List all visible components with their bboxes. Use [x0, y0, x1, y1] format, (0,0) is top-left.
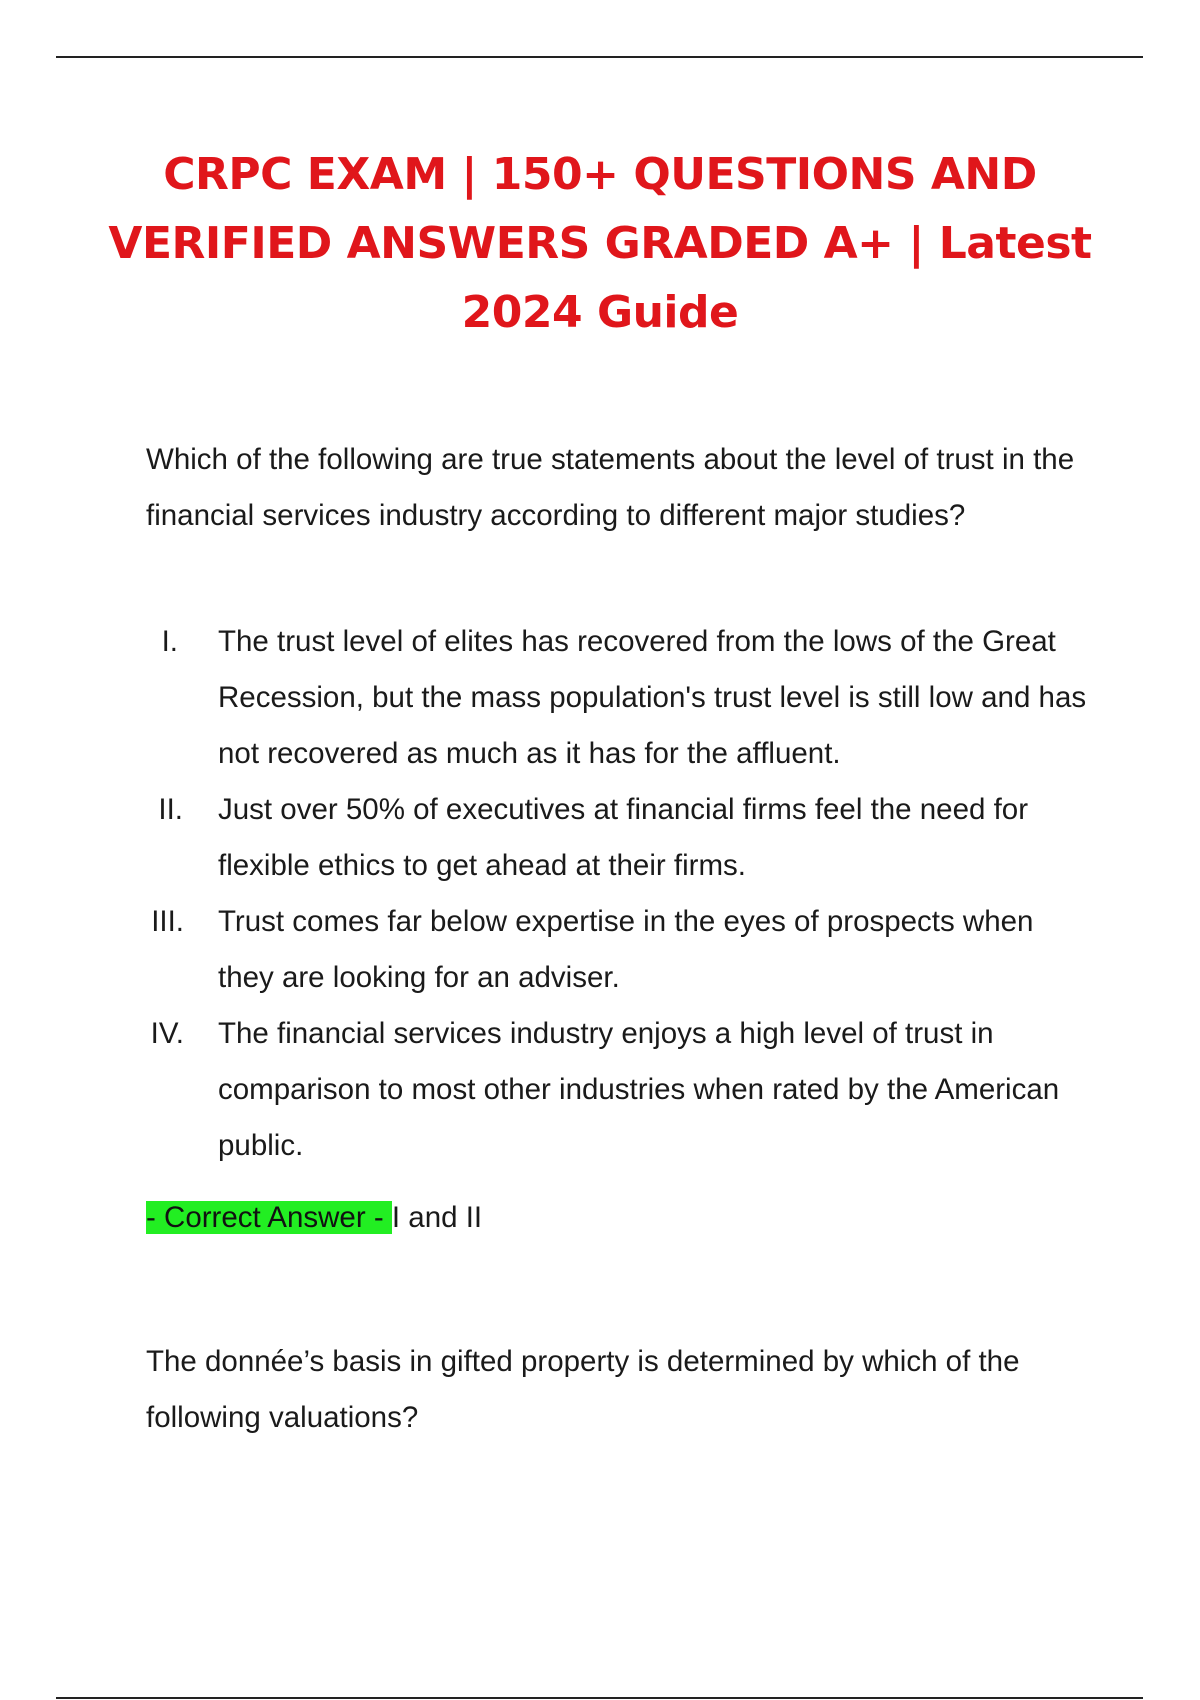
question-1-text: Which of the following are true statements about the level of trust in the financial services industry according to different major studies? [146, 443, 1075, 532]
statement-numeral: II. [158, 793, 183, 826]
statement-item [146, 894, 1096, 1006]
document-title [100, 140, 1100, 347]
statement-text: Just over 50% of executives at financial firms feel the need for flexible ethics to get ahead at their firms. [218, 793, 1029, 882]
title-line-3: 2024 Guide [461, 287, 739, 338]
statement-text: The financial services industry enjoys a high level of trust in comparison to most other industries when rated by the American public. [218, 1017, 1060, 1162]
header-rule [56, 56, 1143, 58]
footer-rule [56, 1697, 1143, 1699]
statement-item [146, 782, 1096, 894]
statement-numeral: I. [161, 625, 178, 658]
question-2-text: The donnée’s basis in gifted property is determined by which of the following valuations? [146, 1345, 1020, 1434]
statement-text: Trust comes far below expertise in the eyes of prospects when they are looking for an adviser. [218, 905, 1034, 994]
statement-text: The trust level of elites has recovered from the lows of the Great Recession, but the mass population's trust level is still low and has not recovered as much as it has for the affluent. [218, 625, 1087, 770]
correct-answer-label: - Correct Answer - [146, 1201, 392, 1234]
correct-answer-value: I and II [391, 1201, 483, 1234]
question-1-answer [146, 1190, 482, 1246]
statement-item [146, 614, 1096, 782]
statement-item [146, 1006, 1096, 1174]
title-line-2: VERIFIED ANSWERS GRADED A+ | Latest [108, 218, 1092, 269]
question-1-statements [146, 614, 1096, 1174]
title-line-1: CRPC EXAM | 150+ QUESTIONS AND [163, 149, 1037, 200]
statement-numeral: III. [151, 905, 184, 938]
statement-numeral: IV. [150, 1017, 184, 1050]
